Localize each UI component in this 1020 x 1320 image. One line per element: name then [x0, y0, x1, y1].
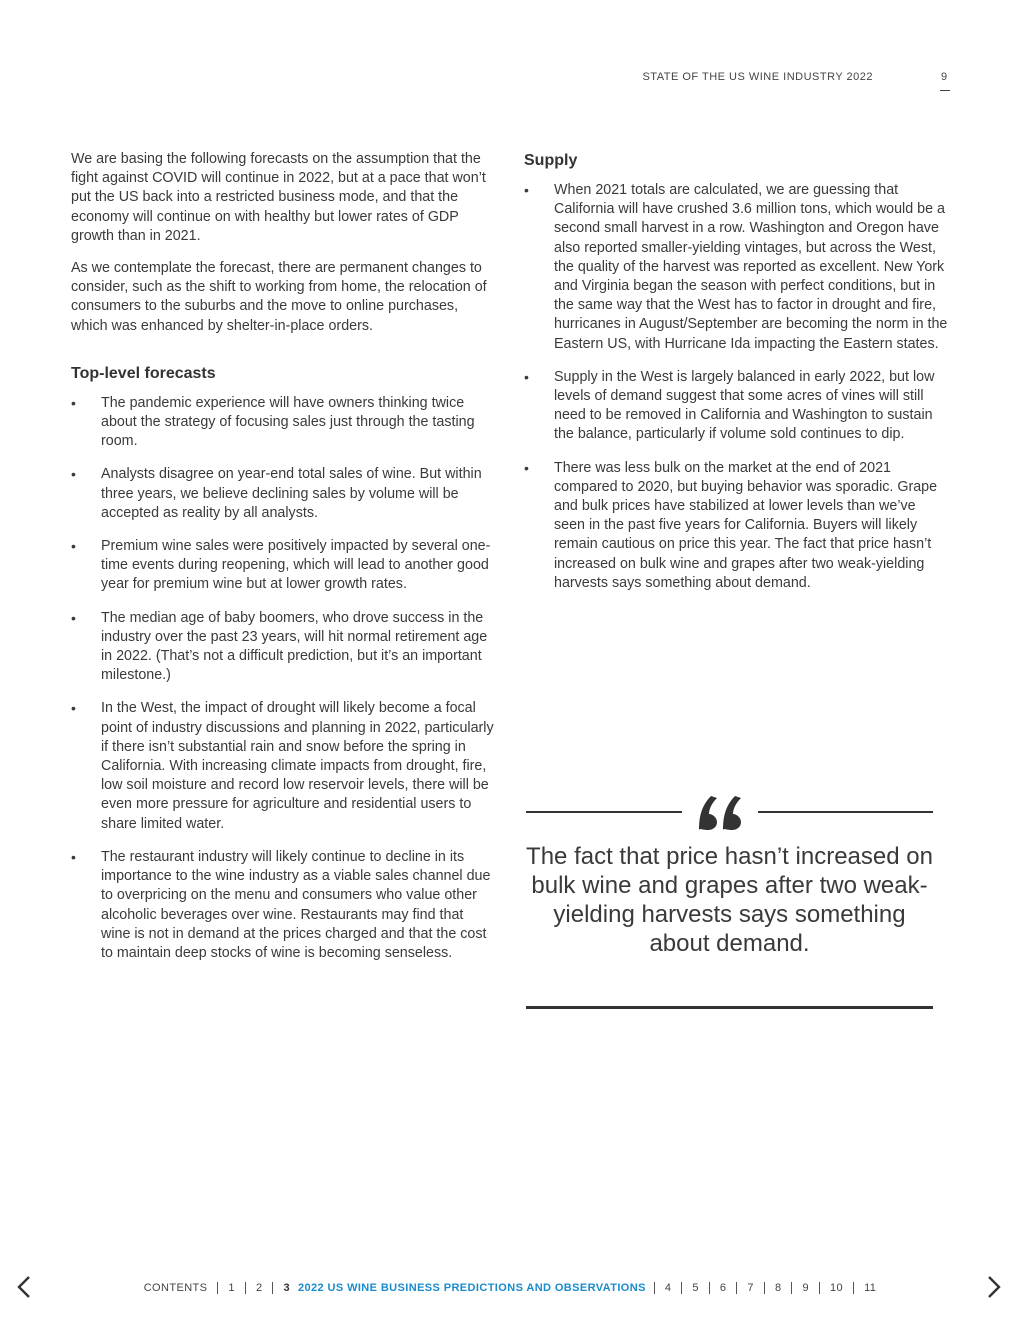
- nav-link-page[interactable]: 6: [719, 1282, 727, 1294]
- list-item-text: Analysts disagree on year-end total sales of wine. But within three years, we believe declining sales by volume will be accepted as reality by all analysts.: [101, 466, 482, 521]
- nav-separator: [764, 1282, 765, 1294]
- nav-link-page[interactable]: 9: [802, 1282, 810, 1294]
- list-item-text: In the West, the impact of drought will likely become a focal point of industry discussions and planning in 2022, particularly if there isn’t substantial rain and snow before the spring in California. With increasing climate impacts from drought, fire, low soil moisture and record low reservoir levels, there will be even more pressure for agriculture and residential users to share limited water.: [101, 700, 494, 832]
- bullet-icon: •: [524, 368, 529, 385]
- nav-link-page[interactable]: 11: [864, 1282, 877, 1294]
- running-header-title: STATE OF THE US WINE INDUSTRY 2022: [642, 71, 873, 83]
- list-item-text: When 2021 totals are calculated, we are guessing that California will have crushed 3.6 million tons, which would be a second small harvest in a row. Washington and Oregon have also reported smaller-yielding vintages, but across the West, the quality of the harvest was reported as excellent. New York and Virginia began the season with perfect conditions, but in the same way that the West has to factor in drought and fire, hurricanes in August/September are becoming the norm in the Eastern US, with Hurricane Ida impacting the Eastern states.: [554, 182, 948, 352]
- bullet-icon: •: [71, 466, 76, 483]
- nav-link-current-page[interactable]: 3: [283, 1282, 290, 1294]
- nav-separator: [217, 1282, 218, 1294]
- nav-link-contents[interactable]: CONTENTS: [143, 1282, 208, 1294]
- list-item: [71, 537, 496, 595]
- list-item: [524, 459, 950, 593]
- page-number: 9: [940, 71, 948, 83]
- left-column: [71, 150, 496, 977]
- nav-separator: [709, 1282, 710, 1294]
- chevron-right-icon[interactable]: [984, 1274, 1004, 1300]
- bullet-icon: •: [71, 538, 76, 555]
- footer-navigation: [0, 1280, 1020, 1296]
- list-item-text: The median age of baby boomers, who drove success in the industry over the past 23 years, will hit normal retirement age in 2022. (That’s not a difficult prediction, but it’s an important milestone.): [101, 609, 488, 684]
- intro-paragraph: We are basing the following forecasts on the assumption that the fight against COVID will continue in 2022, but at a pace that won’t put the US back into a restricted business mode, and that the economy will continue on with healthy but lower rates of GDP growth than in 2021.: [71, 151, 486, 244]
- list-item: [71, 848, 496, 963]
- bullet-icon: •: [524, 459, 529, 476]
- list-item-text: There was less bulk on the market at the end of 2021 compared to 2020, but buying behavior was sporadic. Grape and bulk prices have stabilized at lower levels than we’ve seen in the past five years for California. Buyers will likely remain cautious on price this year. The fact that price hasn’t increased on bulk wine and grapes after two weak-yielding harvests says something about demand.: [554, 459, 938, 591]
- list-item: [71, 699, 496, 833]
- bullet-icon: •: [524, 182, 529, 198]
- nav-link-page[interactable]: 4: [664, 1282, 672, 1294]
- supply-bullet-list: [524, 181, 950, 593]
- quote-rule-left: [526, 811, 682, 813]
- list-item: [524, 368, 950, 445]
- list-item-text: Supply in the West is largely balanced in early 2022, but low levels of demand suggest that some acres of vines will still need to be removed in California and Washington to sustain the balance, particularly if volume sold continues to dip.: [554, 368, 935, 443]
- list-item-text: The pandemic experience will have owners thinking twice about the strategy of focusing sales just through the tasting room.: [101, 394, 475, 450]
- nav-separator: [853, 1282, 854, 1294]
- list-item-text: The restaurant industry will likely continue to decline in its importance to the wine industry as a viable sales channel due to overpricing on the menu and consumers who value other alcoholic beverages over wine. Restaurants may find that wine is not in demand at the prices charged and that the cost to maintain deep stocks of wine is becoming senseless.: [101, 848, 491, 961]
- list-item: [71, 465, 496, 523]
- section-heading-top-level-forecasts: Top-level forecasts: [71, 364, 216, 382]
- bullet-icon: •: [71, 700, 76, 717]
- quotation-mark-icon: [697, 792, 743, 832]
- quote-rule-right: [758, 811, 933, 813]
- nav-separator: [791, 1282, 792, 1294]
- nav-link-page[interactable]: 2: [255, 1282, 263, 1294]
- bullet-icon: •: [71, 609, 76, 626]
- nav-separator: [654, 1282, 655, 1294]
- nav-link-page[interactable]: 10: [830, 1282, 844, 1294]
- list-item: [524, 181, 950, 354]
- right-column: [524, 151, 950, 607]
- nav-link-page[interactable]: 7: [747, 1282, 754, 1294]
- pull-quote-text: The fact that price hasn’t increased on bulk wine and grapes after two weak-yielding harvests says something about demand.: [526, 843, 933, 957]
- nav-link-page[interactable]: 1: [228, 1282, 235, 1294]
- page-number-underline: [940, 90, 950, 91]
- list-item: [71, 394, 496, 452]
- bullet-icon: •: [71, 394, 76, 411]
- chevron-left-icon[interactable]: [14, 1274, 34, 1300]
- nav-link-page[interactable]: 5: [692, 1282, 699, 1294]
- section-heading-supply: Supply: [524, 152, 578, 169]
- nav-separator: [819, 1282, 820, 1294]
- list-item-text: Premium wine sales were positively impacted by several one-time events during reopening, which will lead to another good year for premium wine but at lower growth rates.: [101, 538, 491, 593]
- nav-separator: [245, 1282, 246, 1294]
- intro-paragraph: As we contemplate the forecast, there are permanent changes to consider, such as the shift to working from home, the relocation of consumers to the suburbs and the move to online purchases, which was enhanced by shelter-in-place orders.: [71, 260, 487, 334]
- nav-separator: [272, 1282, 273, 1294]
- quote-rule-bottom: [526, 1006, 933, 1009]
- forecast-bullet-list: [71, 394, 496, 963]
- pull-quote: [526, 790, 933, 1012]
- nav-link-page[interactable]: 8: [774, 1282, 782, 1294]
- list-item: [71, 609, 496, 686]
- nav-current-section-title[interactable]: 2022 US WINE BUSINESS PREDICTIONS AND OBSERVATIONS: [298, 1282, 646, 1294]
- nav-separator: [681, 1282, 682, 1294]
- bullet-icon: •: [71, 848, 76, 865]
- nav-separator: [736, 1282, 737, 1294]
